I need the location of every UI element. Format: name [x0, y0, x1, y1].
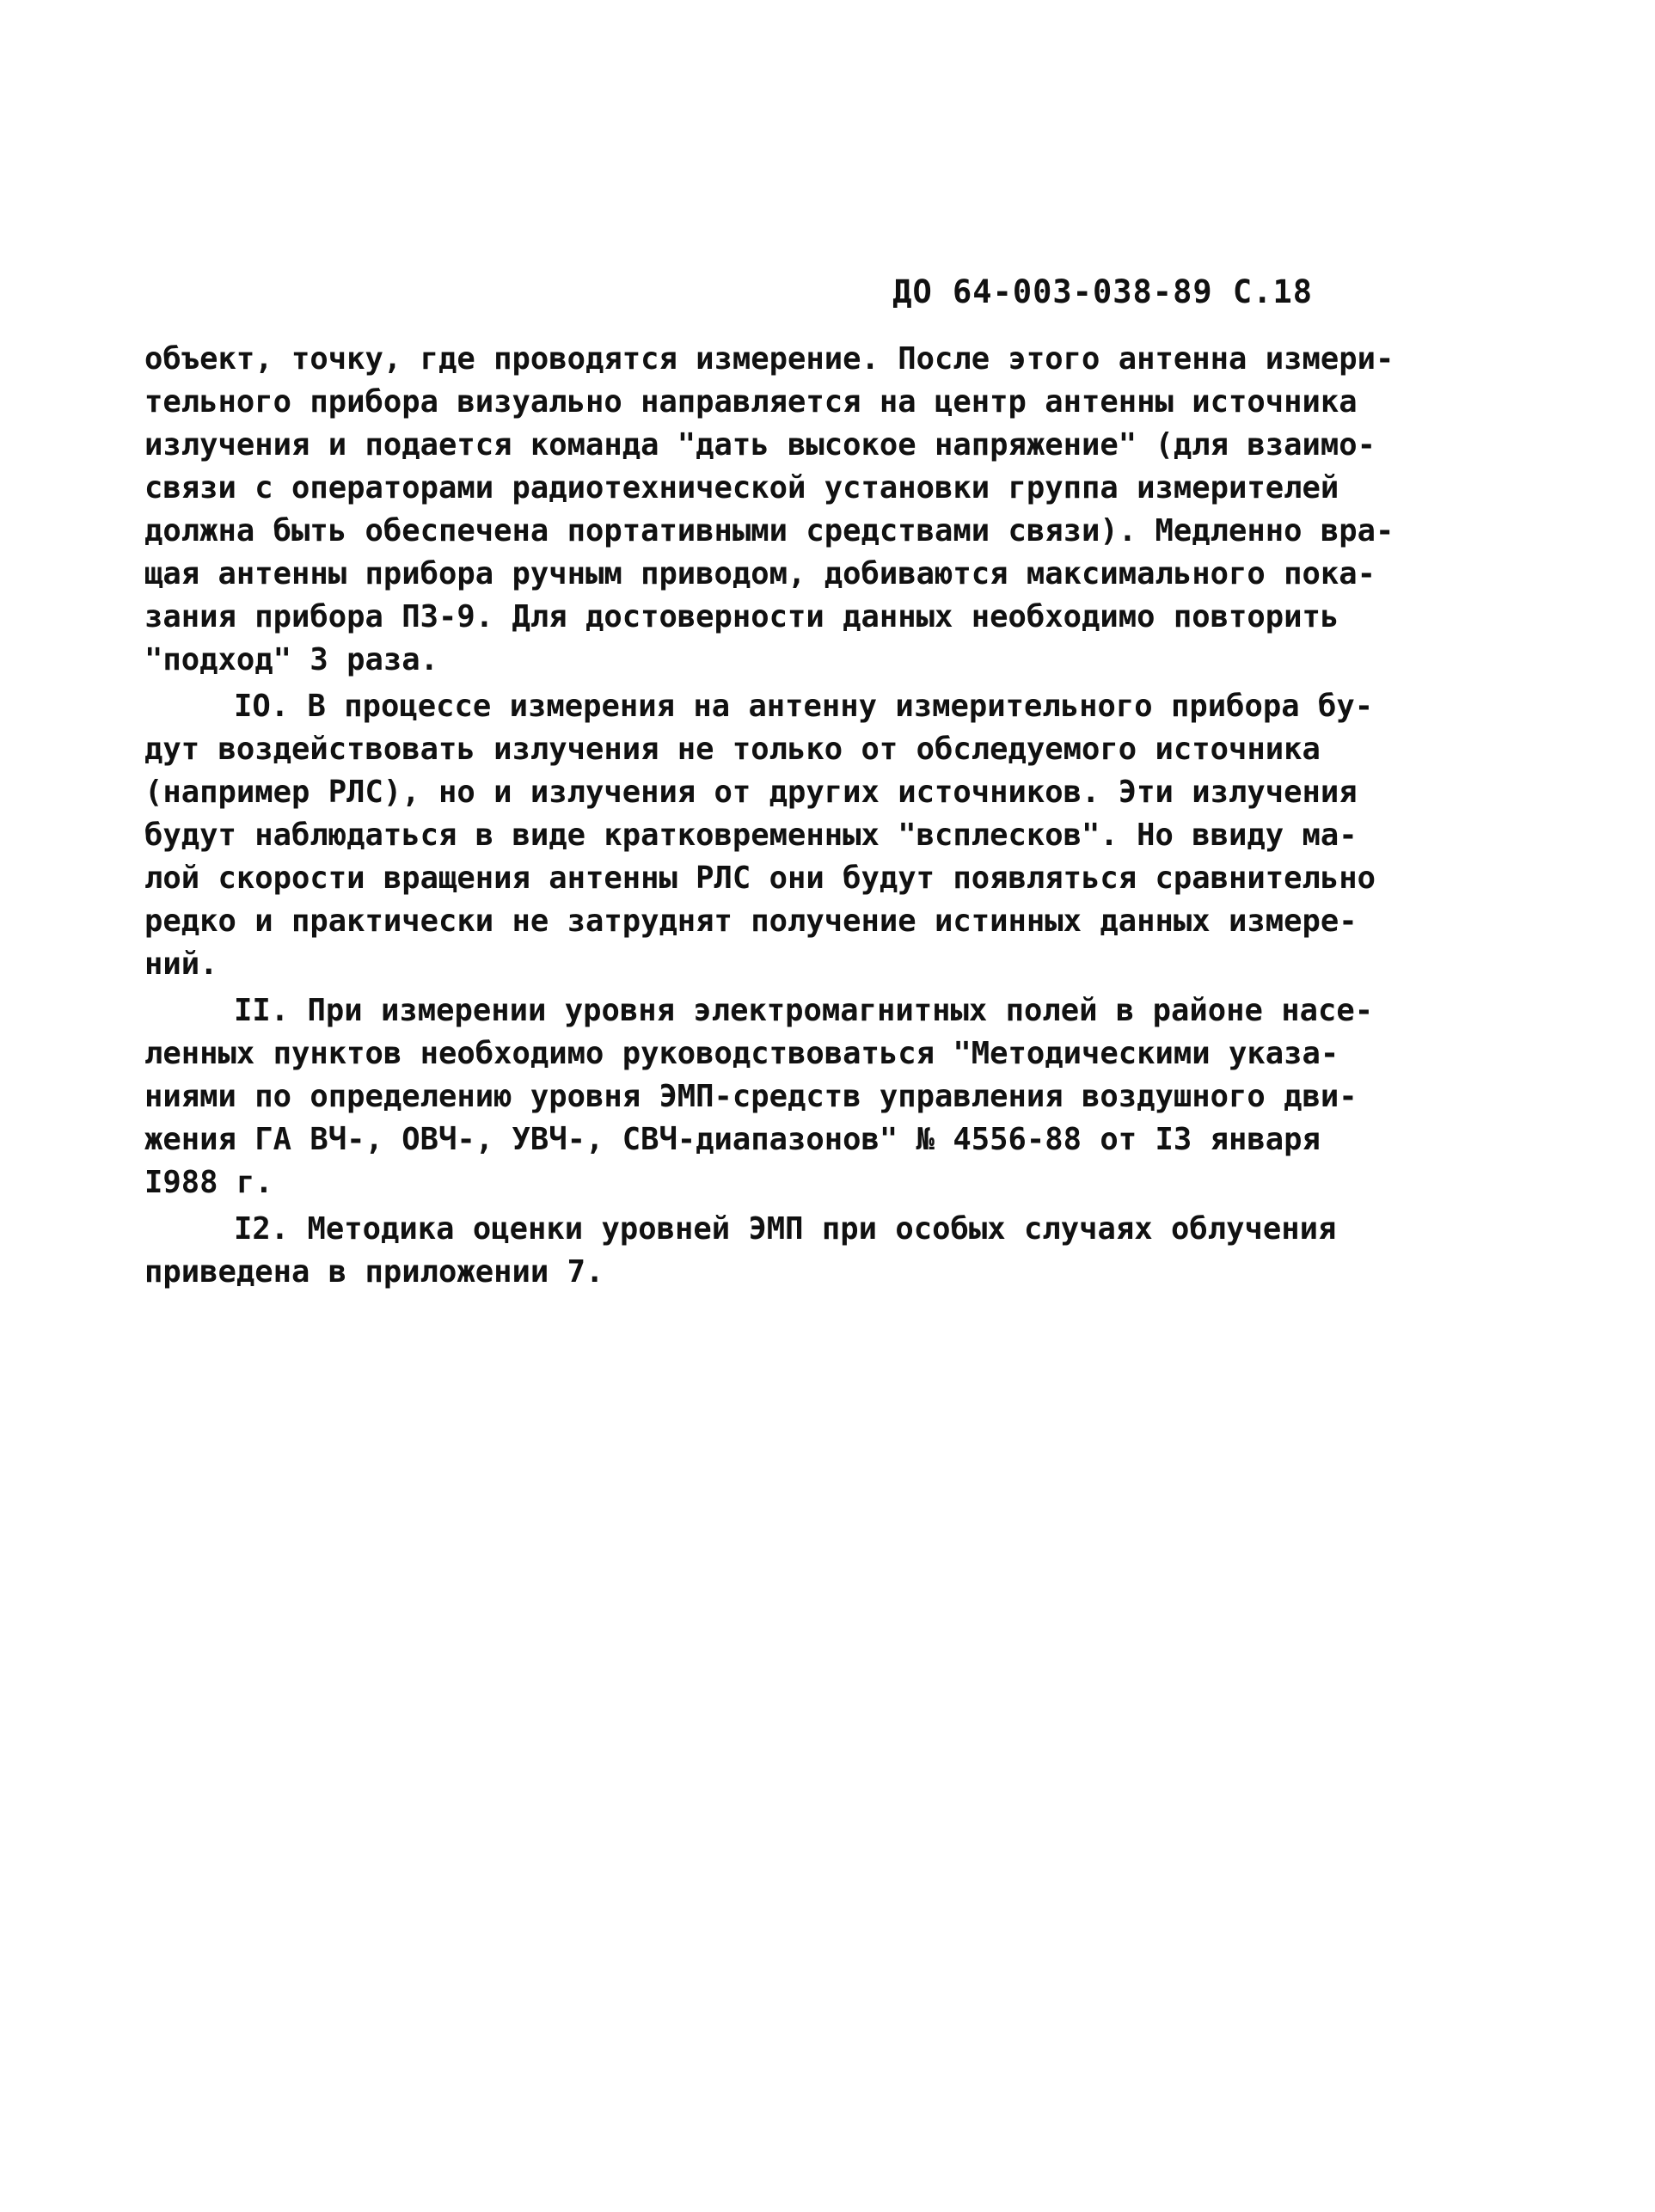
text-line: излучения и подается команда "дать высокое напряжение" (для взаимо-	[144, 427, 1376, 463]
text-line: (например РЛС), но и излучения от других источников. Эти излучения	[144, 775, 1358, 810]
text-line: будут наблюдаться в виде кратковременных "всплесков". Но ввиду ма-	[144, 818, 1358, 853]
text-line: дут воздействовать излучения не только от обследуемого источника	[144, 732, 1321, 767]
text-line: II. При измерении уровня электромагнитных полей в районе насе-	[234, 993, 1374, 1028]
text-line: должна быть обеспечена портативными средствами связи). Медленно вра-	[144, 513, 1394, 548]
document-body	[144, 338, 1394, 1294]
text-line: I2. Методика оценки уровней ЭМП при особых случаях облучения	[234, 1211, 1337, 1247]
paragraph-11	[144, 990, 1374, 1204]
paragraph-10	[144, 685, 1376, 986]
document-code-header: ДО 64-003-038-89 С.18	[892, 273, 1313, 310]
text-line: ний.	[144, 947, 218, 982]
paragraph-12	[144, 1208, 1337, 1294]
text-line: ниями по определению уровня ЭМП-средств управления воздушного дви-	[144, 1079, 1358, 1114]
text-line: щая антенны прибора ручным приводом, добиваются максимального пока-	[144, 556, 1376, 591]
text-line: "подход" 3 раза.	[144, 642, 438, 677]
text-line: тельного прибора визуально направляется на центр антенны источника	[144, 384, 1358, 420]
text-line: зания прибора ПЗ-9. Для достоверности данных необходимо повторить	[144, 599, 1339, 634]
text-line: связи с операторами радиотехнической установки группа измерителей	[144, 470, 1339, 506]
text-line: IO. В процессе измерения на антенну измерительного прибора бу-	[234, 689, 1374, 724]
text-line: редко и практически не затруднят получение истинных данных измере-	[144, 904, 1358, 939]
text-line: приведена в приложении 7.	[144, 1254, 604, 1290]
text-line: объект, точку, где проводятся измерение. После этого антенна измери-	[144, 341, 1394, 377]
text-line: I988 г.	[144, 1165, 273, 1200]
text-line: жения ГА ВЧ-, ОВЧ-, УВЧ-, СВЧ-диапазонов" № 4556-88 от I3 января	[144, 1122, 1321, 1157]
text-line: лой скорости вращения антенны РЛС они будут появляться сравнительно	[144, 861, 1376, 896]
paragraph-9-continuation	[144, 338, 1394, 682]
text-line: ленных пунктов необходимо руководствоваться "Методическими указа-	[144, 1036, 1339, 1071]
